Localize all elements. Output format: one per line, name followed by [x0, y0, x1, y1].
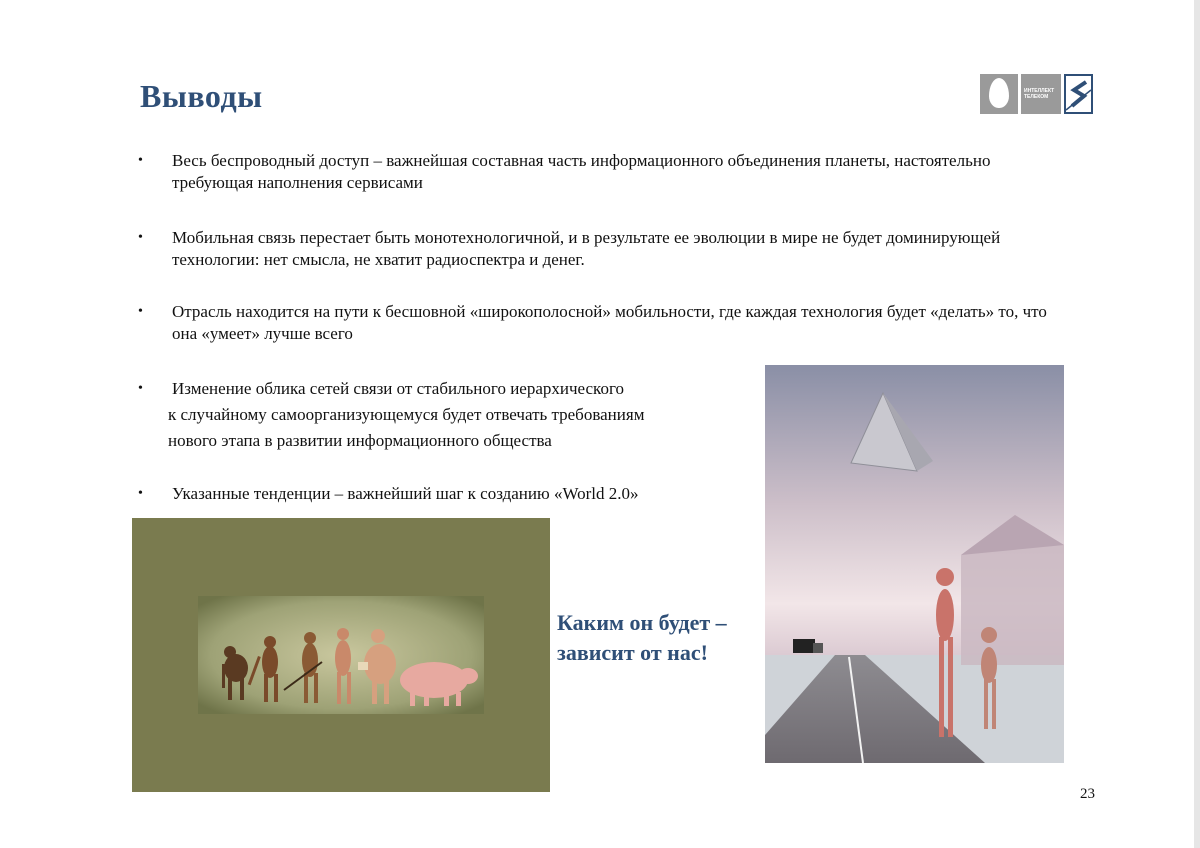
evolution-illustration [132, 518, 550, 792]
bullet-dot: • [138, 304, 143, 319]
bullet-dot: • [138, 230, 143, 245]
logo-text: ИНТЕЛЛЕКТ ТЕЛЕКОМ [1021, 74, 1061, 114]
company-logo [980, 74, 1094, 114]
bullet-item: • Отрасль находится на пути к бесшовной «широкополосной» мобильности, где каждая технология будет «делать» то, что она «умеет» лучше всего [138, 302, 1047, 343]
bullet-dot: • [138, 486, 143, 501]
bullet-dot: • [138, 381, 143, 396]
bullet-item: • Изменение облика сетей связи от стабильного иерархического к случайному самоорганизующемуся будет отвечать требованиям нового этапа в развитии информационного общества [138, 376, 644, 454]
s-mark-logo-icon [1064, 74, 1093, 114]
evolution-picture [198, 596, 484, 714]
future-scene-picture [765, 365, 1064, 763]
caption-text: Каким он будет – зависит от нас! [557, 610, 727, 665]
future-world-illustration [765, 365, 1064, 763]
egg-logo-icon [980, 74, 1018, 114]
page-number: 23 [1080, 786, 1095, 802]
bullet-item: • Указанные тенденции – важнейший шаг к созданию «World 2.0» [138, 484, 639, 503]
bullet-item: • Весь беспроводный доступ – важнейшая составная часть информационного объединения планеты, настоятельно требующая наполнения сервисами [138, 151, 991, 192]
bullet-dot: • [138, 153, 143, 168]
bullet-item: • Мобильная связь перестает быть монотехнологичной, и в результате ее эволюции в мире не будет доминирующей технологии: нет смысла, не хватит радиоспектра и денег. [138, 228, 1001, 269]
right-edge-rule [1194, 0, 1200, 848]
slide-title: Выводы [140, 78, 263, 114]
